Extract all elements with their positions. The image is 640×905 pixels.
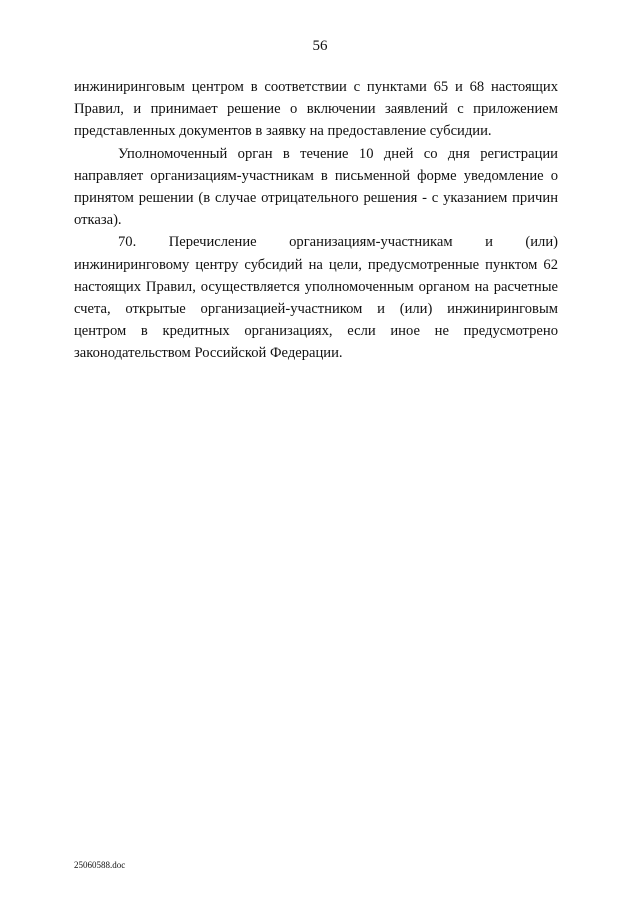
document-body <box>74 76 558 365</box>
paragraph-notification: Уполномоченный орган в течение 10 дней со дня регистрации направляет организациям-участникам в письменной форме уведомление о принятом решении (в случае отрицательного решения - с указанием причин отказа). <box>74 145 558 229</box>
paragraph-70: 70. Перечисление организациям-участникам и (или) инжиниринговому центру субсидий на цели, предусмотренные пунктом 62 настоящих Правил, осуществляется уполномоченным органом на расчетные счета, открытые организацией-участником и (или) инжиниринговым центром в кредитных организациях, если иное не предусмотрено законодательством Российской Федерации. <box>74 234 558 362</box>
paragraph-continuation: инжиниринговым центром в соответствии с пунктами 65 и 68 настоящих Правил, и принимает решение о включении заявлений с приложением представленных документов в заявку на предоставление субсидии. <box>74 79 558 140</box>
document-filename: 25060588.doc <box>74 860 126 870</box>
page-number: 56 <box>312 38 328 54</box>
